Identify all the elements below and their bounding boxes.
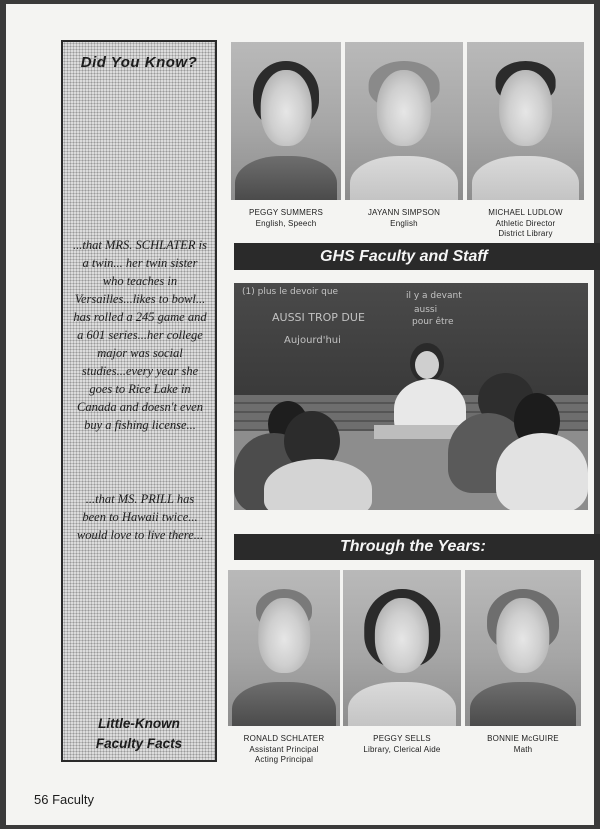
chalk-text: (1) plus le devoir que <box>242 287 339 297</box>
caption-role: Athletic Director <box>495 218 556 228</box>
chalk-text: Aujourd'hui <box>284 335 341 346</box>
portrait-shoulders <box>348 682 457 726</box>
caption-name: PEGGY SELLS <box>373 734 431 743</box>
chalk-text: AUSSI TROP DUE <box>272 311 365 324</box>
portrait-michael-ludlow <box>467 42 584 200</box>
chalk-text: aussi <box>414 305 438 315</box>
fact-schlater: ...that MRS. SCHLATER is a twin... her twin sister who teaches in Versailles...likes to bowl... has rolled a 245 game and a 601 series...her college major was social studies...every year she goes to Rice Lake in Canada and doesn't even buy a fishing license... <box>73 238 207 432</box>
caption-name: JAYANN SIMPSON <box>367 208 441 217</box>
portrait-shoulders <box>470 682 577 726</box>
portrait-face <box>375 598 429 673</box>
caption-role-2: District Library <box>498 229 553 238</box>
chalk-text: pour être <box>412 317 454 327</box>
sidebar-footer-line1: Little-Known <box>98 716 180 731</box>
caption-role: Library, Clerical Aide <box>363 744 441 754</box>
chalkboard <box>234 283 588 395</box>
caption-name: RONALD SCHLATER <box>243 734 325 743</box>
portrait-face <box>258 598 310 673</box>
classroom-photo <box>234 283 588 510</box>
chalk-text: il y a devant <box>406 291 462 301</box>
teacher-face <box>415 351 439 379</box>
portrait-shoulders <box>235 156 336 200</box>
page-number: 56 <box>34 792 49 807</box>
caption-role: Math <box>513 744 533 754</box>
caption-peggy-sells <box>343 734 461 755</box>
page-section: Faculty <box>52 792 94 807</box>
page-footer <box>34 792 94 807</box>
caption-bonnie-mcguire <box>465 734 581 755</box>
portrait-face <box>261 70 312 146</box>
through-the-years-banner: Through the Years: <box>234 534 600 560</box>
caption-role: English <box>390 218 418 228</box>
student-front <box>264 459 372 510</box>
caption-name: MICHAEL LUDLOW <box>488 208 563 217</box>
portrait-peggy-summers <box>231 42 341 200</box>
portrait-face <box>499 70 553 146</box>
yearbook-page <box>6 4 594 825</box>
portrait-shoulders <box>472 156 580 200</box>
student-far-right <box>496 433 588 510</box>
caption-ronald-schlater <box>228 734 340 766</box>
caption-michael-ludlow <box>467 208 584 240</box>
portrait-shoulders <box>350 156 459 200</box>
did-you-know-sidebar <box>61 40 217 762</box>
portrait-ronald-schlater <box>228 570 340 726</box>
portrait-face <box>496 598 549 673</box>
caption-role-2: Acting Principal <box>254 755 314 764</box>
caption-role: Assistant Principal <box>249 744 319 754</box>
caption-name: BONNIE McGUIRE <box>487 734 559 743</box>
portrait-shoulders <box>232 682 335 726</box>
caption-name: PEGGY SUMMERS <box>248 208 324 217</box>
portrait-face <box>377 70 431 146</box>
caption-peggy-summers <box>231 208 341 229</box>
caption-role: English, Speech <box>255 218 317 228</box>
faculty-staff-banner: GHS Faculty and Staff <box>234 243 600 270</box>
sidebar-footer <box>63 714 215 754</box>
portrait-bonnie-mcguire <box>465 570 581 726</box>
portrait-jayann-simpson <box>345 42 463 200</box>
portrait-peggy-sells <box>343 570 461 726</box>
sidebar-footer-line2: Faculty Facts <box>95 736 183 751</box>
caption-jayann-simpson <box>345 208 463 229</box>
sidebar-title: Did You Know? <box>80 54 198 71</box>
fact-prill: ...that MS. PRILL has been to Hawaii twice... would love to live there... <box>76 492 204 542</box>
